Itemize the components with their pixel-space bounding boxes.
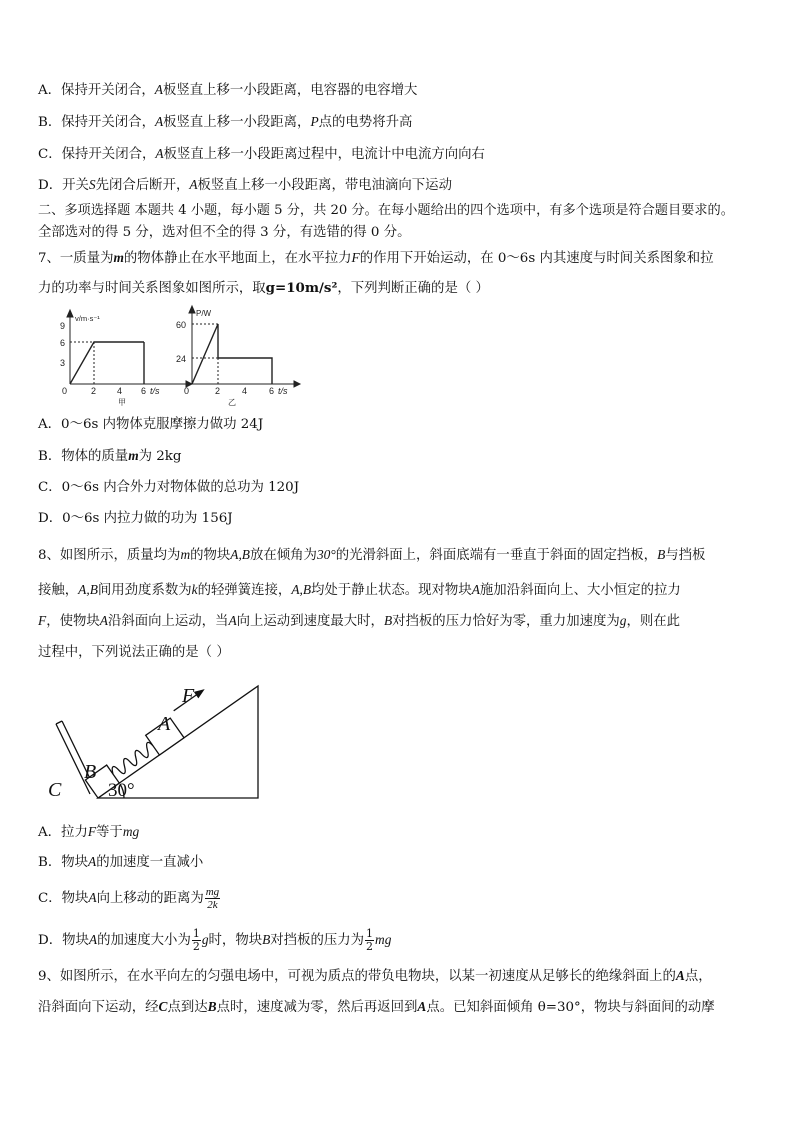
text: 为 2kg [138,449,182,464]
graph-caption: 甲 [118,398,126,407]
text: 9、如图所示，在水平向左的匀强电场中，可视为质点的带负电物块，以某一初速度从足够长的绝缘斜面上的 [38,969,676,984]
label-a: A [158,713,171,735]
power-line [192,324,272,384]
text: C．物块 [38,891,89,906]
gravity-value: g=10m/s² [265,280,338,296]
var: B [657,547,666,562]
text: 点时，速度减为零，然后再返回到 [216,1000,418,1015]
var: F [87,824,97,839]
q6-option-d [38,175,452,196]
var: A,B [230,547,250,562]
x-axis-label: t/s [278,386,288,396]
origin-label: 0 [62,386,68,396]
var: A,B [78,582,98,597]
y-tick: 60 [176,320,187,330]
q7-stem-line1 [38,248,714,269]
text: 的轻弹簧连接， [197,583,292,598]
text: 的光滑斜面上，斜面底端有一垂直于斜面的固定挡板， [335,548,658,563]
q9-stem-line2 [38,997,715,1018]
var: A [99,613,108,628]
text: B．物体的质量 [38,449,129,464]
text: 沿斜面向下运动，经 [38,1000,159,1015]
var: m [113,250,124,265]
text: 沿斜面向上运动，当 [107,614,229,629]
text: 7、一质量为 [38,251,114,266]
q7-option-d: D．0～6s 内拉力做的功为 156J [38,511,233,526]
q8-stem-line4: 过程中，下列说法正确的是（ ） [38,645,230,660]
var: A [88,932,98,947]
denominator: 2 [192,940,200,953]
section-heading-line1: 二、多项选择题 本题共 4 小题，每小题 5 分，共 20 分。在每小题给出的四个选项中，有多个选项是符合题目要求的。 [38,203,734,218]
text: 施加沿斜面向上、大小恒定的拉力 [479,583,681,598]
q8-option-d [38,928,391,953]
x-axis-label: t/s [150,386,160,396]
option-text: A．保持开关闭合， [38,83,155,98]
option-text: 板竖直上移一小段距离，电容器的电容增大 [162,83,418,98]
text: 的加速度大小为 [97,933,191,948]
text: 时，物块 [208,933,263,948]
text: 均处于静止状态。现对物块 [311,583,472,598]
var: B [207,999,217,1014]
y-tick: 3 [60,358,66,368]
var: mg [375,932,392,947]
var: B [262,932,271,947]
var: A [189,177,198,192]
label-f: F [182,685,195,707]
q9-stem-line1 [38,966,712,987]
denominator: 2 [366,940,374,953]
var: k [191,582,198,597]
text: 放在倾角为 [250,548,317,563]
x-tick: 2 [91,386,97,396]
var: B [383,613,393,628]
var: F [38,613,47,628]
graph-caption: 乙 [228,398,236,407]
y-axis-label: P/W [196,309,212,318]
option-text: D．开关 [38,178,89,193]
text: 的作用下开始运动，在 0～6s 内其速度与时间关系图象和拉 [359,251,714,266]
incline-figure [44,678,274,804]
angle-label: 30° [108,780,135,801]
option-text: 板竖直上移一小段距离过程中，电流计中电流方向向右 [163,147,485,162]
text: D．物块 [38,933,89,948]
var: A,B [291,582,312,597]
var: mg [122,824,140,839]
text: 接触， [38,583,79,598]
q7-option-c: C．0～6s 内合外力对物体做的总功为 120J [38,480,300,495]
text: ，使物块 [46,614,100,629]
x-tick: 4 [117,386,123,396]
var: A [228,613,237,628]
var: g [201,932,209,947]
var: P [310,114,319,129]
var: A [675,968,685,983]
option-text: 先闭合后断开， [95,178,190,193]
angle: 30° [316,547,336,562]
numerator: mg [205,886,220,898]
var: C [158,999,168,1014]
text: 的物体静止在水平地面上，在水平拉力 [123,251,352,266]
q7-stem-line2 [38,278,489,299]
var: A [471,582,480,597]
y-tick: 6 [60,338,66,348]
x-tick: 4 [242,386,248,396]
var: A [417,999,427,1014]
y-tick: 9 [60,321,66,331]
option-text: B．保持开关闭合， [38,115,155,130]
text: 力的功率与时间关系图象如图所示，取 [38,281,266,296]
q8-option-b [38,852,203,873]
text: 8、如图所示，质量均为 [38,548,181,563]
q8-stem-line2 [38,580,681,601]
text: B．物块 [38,855,89,870]
var: S [88,177,96,192]
option-text: 点的电势将升高 [318,115,413,130]
text: 对挡板的压力为 [270,933,365,948]
text: 点。已知斜面倾角 θ=30°，物块与斜面间的动摩 [426,1000,715,1015]
q8-stem-line1 [38,545,705,566]
option-text: C．保持开关闭合， [38,147,156,162]
option-text: 板竖直上移一小段距离， [163,115,311,130]
x-tick: 6 [141,386,147,396]
numerator: 1 [192,927,200,940]
fraction [205,886,220,911]
text: ，则在此 [626,614,681,629]
q6-option-c [38,144,485,165]
text: 与挡板 [665,548,706,563]
q8-stem-line3 [38,611,680,632]
text: A．拉力 [38,825,88,840]
q8-option-a [38,822,139,843]
var: A [155,146,164,161]
q8-option-c [38,886,221,911]
y-arrow [67,310,73,317]
text: 点到达 [167,1000,208,1015]
q7-option-a: A．0～6s 内物体克服摩擦力做功 24J [38,417,264,432]
text: 对挡板的压力恰好为零，重力加速度为 [392,614,620,629]
denominator: 2k [207,899,218,911]
q6-option-a [38,80,417,101]
var: g [619,613,627,628]
section-heading-line2: 全部选对的得 5 分，选对但不全的得 3 分，有选错的得 0 分。 [38,225,411,240]
y-tick: 24 [176,354,187,364]
x-tick: 2 [215,386,221,396]
var: m [128,448,139,463]
text: 点， [684,969,712,984]
text: 的加速度一直减小 [96,855,204,870]
y-axis-label: v/m·s⁻¹ [75,314,100,323]
text: 间用劲度系数为 [97,583,192,598]
label-b: B [84,761,97,783]
force-arrowhead [195,688,205,698]
numerator: 1 [366,927,374,940]
origin-label: 0 [184,386,190,396]
var: A [154,114,164,129]
q6-option-b [38,112,412,133]
y-arrow [189,306,195,313]
label-c: C [48,779,62,801]
velocity-line [70,342,144,384]
var: F [351,250,360,265]
var: A [88,890,97,905]
text: 向上移动的距离为 [96,891,204,906]
x-tick: 6 [269,386,275,396]
fraction [365,928,374,953]
var: A [154,82,163,97]
var: m [180,547,191,562]
fraction [192,928,201,953]
power-time-graph [170,304,310,408]
option-text: 板竖直上移一小段距离，带电油滴向下运动 [197,178,452,193]
text: 等于 [96,825,123,840]
text: 向上运动到速度最大时， [236,614,384,629]
var: A [88,854,97,869]
q7-option-b [38,446,181,467]
wall-plate [56,721,62,724]
x-arrow [294,381,300,387]
text: 的物块 [190,548,231,563]
text: ，下列判断正确的是（ ） [337,281,489,296]
